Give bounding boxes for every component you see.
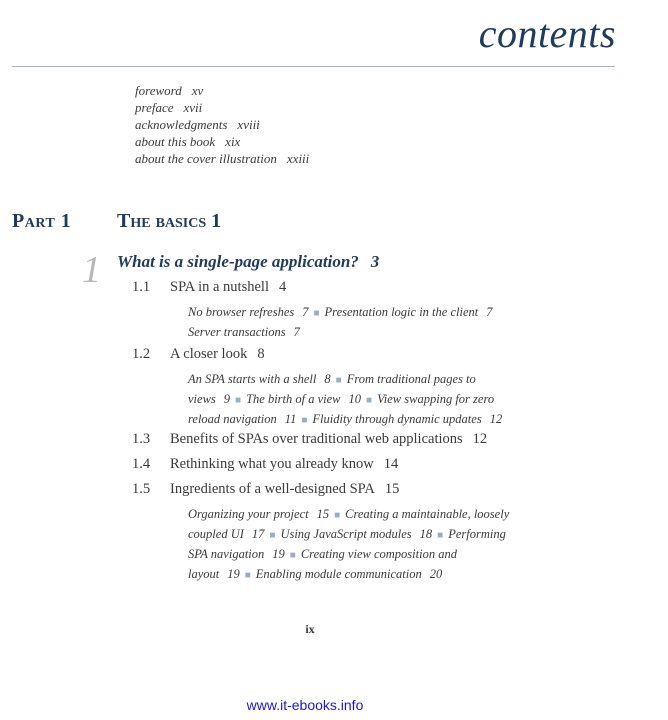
page-folio: ix: [305, 622, 315, 636]
section-entry: 1.4 Rethinking what you already know 14: [132, 456, 399, 472]
section-entry: 1.5 Ingredients of a well-designed SPA 15: [132, 481, 400, 497]
front-matter-item: about the cover illustration xxiii: [135, 151, 310, 166]
chapter-title: What is a single-page application? 3: [117, 252, 380, 271]
front-matter-item: about this book xix: [135, 134, 241, 149]
subsection-list: Organizing your project 15 ■ Creating a maintainable, loosely coupled UI 17 ■ Using JavaScript modules 18 ■ Performing SPA navigation 19 ■ Creating view composition and layout 19 ■ Enabling module communication 20: [188, 507, 510, 581]
front-matter-list: [135, 82, 309, 167]
section-entry: 1.2 A closer look 8: [132, 346, 265, 362]
subsection-list: An SPA starts with a shell 8 ■ From traditional pages to views 9 ■ The birth of a view 10 ■ View swapping for zero reload navigation 11 ■ Fluidity through dynamic updates 12: [188, 372, 503, 426]
heading-rule: [12, 66, 615, 67]
part-title: The basics 1: [117, 210, 222, 232]
chapter-number: 1: [82, 249, 101, 291]
section-entry: 1.3 Benefits of SPAs over traditional web applications 12: [132, 431, 488, 447]
front-matter-item: acknowledgments xviii: [135, 117, 260, 132]
footer-link[interactable]: www.it-ebooks.info: [246, 697, 364, 713]
page-heading: contents: [478, 11, 616, 56]
part-label: Part 1: [12, 210, 72, 232]
subsection-list: No browser refreshes 7 ■ Presentation logic in the client 7 Server transactions 7: [188, 305, 493, 339]
front-matter-item: preface xvii: [135, 100, 203, 115]
front-matter-item: foreword xv: [135, 83, 204, 98]
section-entry: 1.1 SPA in a nutshell 4: [132, 279, 287, 295]
